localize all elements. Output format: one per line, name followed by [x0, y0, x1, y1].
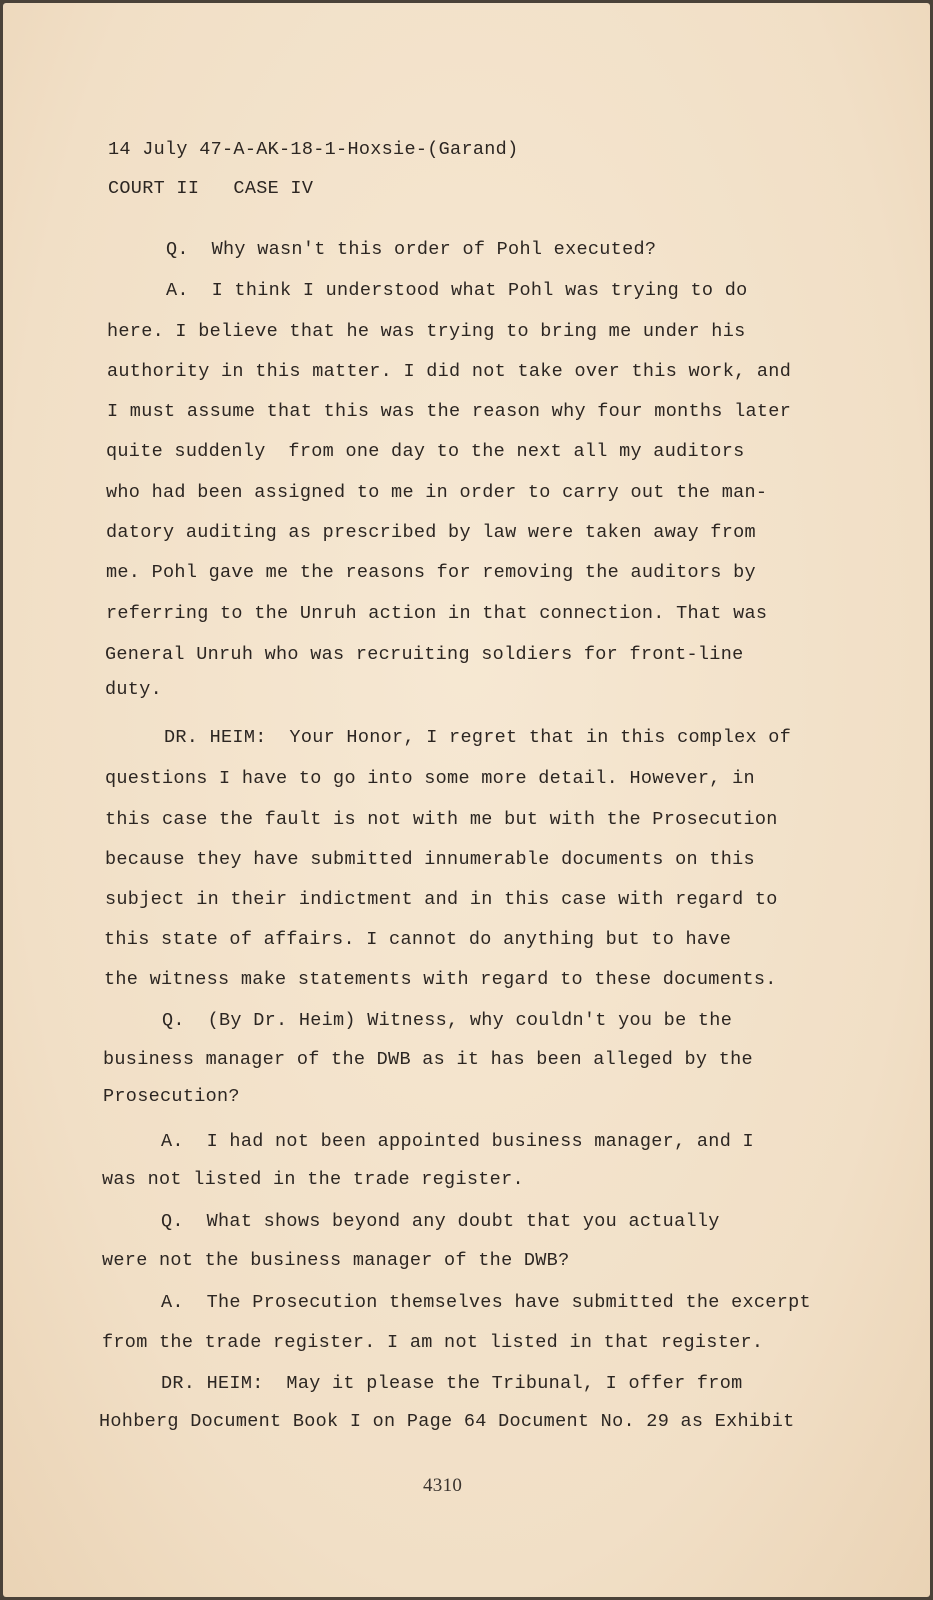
body-line: datory auditing as prescribed by law were taken away from: [106, 522, 756, 543]
body-line: duty.: [105, 679, 163, 700]
body-line: here. I believe that he was trying to bring me under his: [107, 321, 746, 342]
body-line: me. Pohl gave me the reasons for removing the auditors by: [106, 562, 756, 583]
header-line-2: COURT II CASE IV: [108, 178, 314, 199]
body-line: business manager of the DWB as it has been alleged by the: [103, 1049, 753, 1070]
body-line: this case the fault is not with me but with the Prosecution: [105, 809, 778, 830]
body-line: Q. (By Dr. Heim) Witness, why couldn't you be the: [162, 1010, 733, 1031]
body-line: Hohberg Document Book I on Page 64 Document No. 29 as Exhibit: [99, 1411, 795, 1432]
body-line: from the trade register. I am not listed in that register.: [102, 1332, 764, 1353]
body-line: A. I had not been appointed business manager, and I: [161, 1131, 754, 1152]
body-line: DR. HEIM: Your Honor, I regret that in this complex of: [164, 727, 792, 748]
body-line: subject in their indictment and in this case with regard to: [105, 889, 778, 910]
body-line: this state of affairs. I cannot do anything but to have: [104, 929, 732, 950]
body-line: quite suddenly from one day to the next all my auditors: [106, 441, 745, 462]
page-number: 4310: [423, 1475, 463, 1496]
body-line: because they have submitted innumerable documents on this: [105, 849, 755, 870]
body-line: questions I have to go into some more detail. However, in: [105, 768, 755, 789]
body-line: were not the business manager of the DWB?: [102, 1250, 570, 1271]
body-line: was not listed in the trade register.: [102, 1169, 524, 1190]
body-line: Prosecution?: [103, 1086, 240, 1107]
body-line: General Unruh who was recruiting soldiers for front-line: [105, 644, 744, 665]
body-line: A. The Prosecution themselves have submitted the excerpt: [161, 1292, 811, 1313]
transcript-page: [3, 3, 930, 1597]
body-line: DR. HEIM: May it please the Tribunal, I offer from: [161, 1373, 743, 1394]
header-line-1: 14 July 47-A-AK-18-1-Hoxsie-(Garand): [108, 139, 519, 160]
body-line: I must assume that this was the reason why four months later: [107, 401, 792, 422]
body-line: Q. What shows beyond any doubt that you actually: [161, 1211, 720, 1232]
body-line: A. I think I understood what Pohl was trying to do: [166, 280, 748, 301]
body-line: referring to the Unruh action in that connection. That was: [106, 603, 768, 624]
body-line: the witness make statements with regard to these documents.: [104, 969, 777, 990]
body-line: authority in this matter. I did not take over this work, and: [107, 361, 792, 382]
body-line: Q. Why wasn't this order of Pohl executed?: [166, 239, 657, 260]
body-line: who had been assigned to me in order to carry out the man-: [106, 482, 768, 503]
